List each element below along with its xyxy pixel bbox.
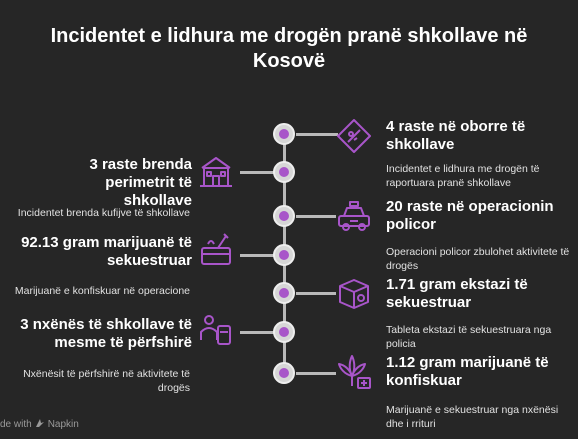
branch-line-1 xyxy=(296,133,338,136)
branch-line-7 xyxy=(296,372,336,375)
page-title: Incidentet e lidhura me drogën pranë shkollave në Kosovë xyxy=(50,25,528,72)
timeline-node-5 xyxy=(273,282,295,304)
napkin-logo-icon xyxy=(35,418,45,431)
school-building-icon xyxy=(196,152,236,192)
timeline-node-6 xyxy=(273,321,295,343)
item-5-headline: 1.71 gram ekstazi të sekuestruar xyxy=(386,276,528,311)
ecstasy-pills-box-icon xyxy=(334,272,374,312)
node-dot xyxy=(279,129,289,139)
node-dot xyxy=(279,211,289,221)
timeline-node-4 xyxy=(273,244,295,266)
node-dot xyxy=(279,288,289,298)
item-5-description: Tableta ekstazi të sekuestruara nga policia xyxy=(386,324,552,350)
item-7-headline: 1.12 gram marijuanë të konfiskuar xyxy=(386,354,549,389)
timeline-node-3 xyxy=(273,205,295,227)
item-6-headline: 3 nxënës të shkollave të mesme të përfshirë xyxy=(20,316,192,351)
police-car-icon xyxy=(334,196,374,236)
seized-marijuana-box-icon xyxy=(196,230,236,270)
footer-credit xyxy=(0,418,79,431)
item-1-headline: 4 raste në oborre të shkollave xyxy=(386,118,526,153)
node-dot xyxy=(279,327,289,337)
item-4-description: Marijuanë e konfiskuar në operacione xyxy=(14,285,190,297)
item-6-description: Nxënësit të përfshirë në aktivitete të drogës xyxy=(23,368,190,394)
footer-brand: Napkin xyxy=(47,419,79,430)
item-3-description: Operacioni policor zbulohet aktivitete të drogës xyxy=(386,246,570,272)
timeline-node-1 xyxy=(273,123,295,145)
node-dot xyxy=(279,250,289,260)
branch-line-5 xyxy=(296,292,336,295)
item-7-description: Marijuanë e sekuestruar nga nxënësi dhe i rrituri xyxy=(386,404,559,430)
item-4-headline: 92.13 gram marijuanë të sekuestruar xyxy=(21,234,192,269)
node-dot xyxy=(279,167,289,177)
item-3-headline: 20 raste në operacionin policor xyxy=(386,198,554,233)
cannabis-leaf-icon xyxy=(334,352,374,392)
item-1-description: Incidentet e lidhura me drogën të raportuara pranë shkollave xyxy=(386,163,540,189)
timeline-node-7 xyxy=(273,362,295,384)
students-icon xyxy=(196,310,236,350)
item-2-description: Incidentet brenda kufijve të shkollave xyxy=(17,207,190,219)
branch-line-3 xyxy=(296,215,336,218)
footer-text: de with xyxy=(0,419,32,430)
node-dot xyxy=(279,368,289,378)
road-warning-sign-icon xyxy=(334,116,374,156)
item-2-headline: 3 raste brenda perimetrit të shkollave xyxy=(89,156,192,209)
timeline-node-2 xyxy=(273,161,295,183)
